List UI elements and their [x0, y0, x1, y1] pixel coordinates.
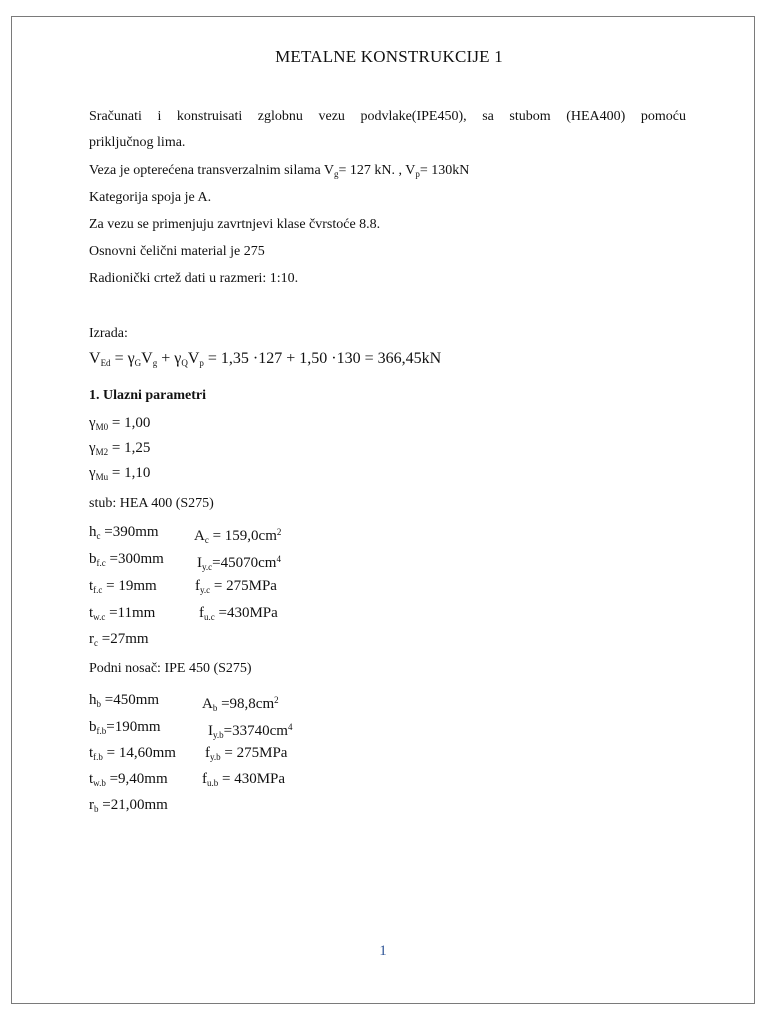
load-p-value: = 130kN: [419, 163, 470, 178]
gamma-m2: $\gamma_{M2} = 1,25$: [89, 440, 151, 457]
work-label: Izrada:: [89, 326, 128, 341]
gamma-m0: $\gamma_{M0} = 1,00$: [89, 415, 151, 432]
column-root-radius: $r_c =27mm$: [89, 631, 149, 648]
section-heading-input-parameters: 1. Ulazni parametri: [89, 388, 207, 403]
intro-line-2: priključnog lima.: [89, 135, 186, 150]
beam-label: Podni nosač: IPE 450 (S275): [89, 661, 252, 676]
column-row-4: $t_{w.c} =11mm$ $f_{u.c} =430MPa$: [89, 605, 278, 622]
steel-line: Osnovni čelični material je 275: [89, 244, 265, 259]
load-p-sub: p: [415, 169, 420, 179]
document-page: [11, 16, 755, 1004]
gamma-mu: $\gamma_{Mu} = 1,10$: [89, 465, 151, 482]
bolts-line: Za vezu se primenjuju zavrtnjevi klase čvrstoće 8.8.: [89, 217, 381, 232]
column-row-1: $h_c =390mm$ $A_c = 159,0cm^2$: [89, 524, 282, 545]
beam-row-3: $t_{f.b} = 14,60mm$ $f_{y.b} = 275MPa$: [89, 745, 288, 762]
column-label: stub: HEA 400 (S275): [89, 496, 214, 511]
category-line: Kategorija spoja je A.: [89, 190, 212, 205]
drawing-scale-line: Radionički crtež dati u razmeri: 1:10.: [89, 271, 299, 286]
load-g-sub: g: [334, 169, 339, 179]
intro-line-1: Sračunati i konstruisati zglobnu vezu podvlake(IPE450), sa stubom (HEA400) pomoću: [89, 109, 686, 124]
document-title: METALNE KONSTRUKCIJE 1: [275, 47, 503, 66]
column-row-3: $t_{f.c} = 19mm$ $f_{y.c} = 275MPa$: [89, 578, 277, 595]
beam-row-2: $b_{f.b}=190mm$ $I_{y.b}=33740cm^4$: [89, 719, 293, 740]
load-prefix: Veza je opterećena transverzalnim silama V: [89, 163, 335, 178]
load-g-value: = 127 kN. , V: [338, 163, 416, 178]
beam-root-radius: $r_b =21,00mm$: [89, 797, 168, 814]
page-number: 1: [379, 943, 387, 959]
design-force-equation: $V_{Ed} = \gamma_GV_g + \gamma_QV_p = 1,35 \cdot 127 + 1,50 \cdot 130 = 366,45kN$: [89, 350, 442, 368]
beam-row-4: $t_{w.b} =9,40mm$ $f_{u.b} = 430MPa$: [89, 771, 286, 788]
beam-row-1: $h_b =450mm$ $A_b =98,8cm^2$: [89, 692, 279, 713]
column-row-2: $b_{f.c} =300mm$ $I_{y.c}=45070cm^4$: [89, 551, 281, 572]
